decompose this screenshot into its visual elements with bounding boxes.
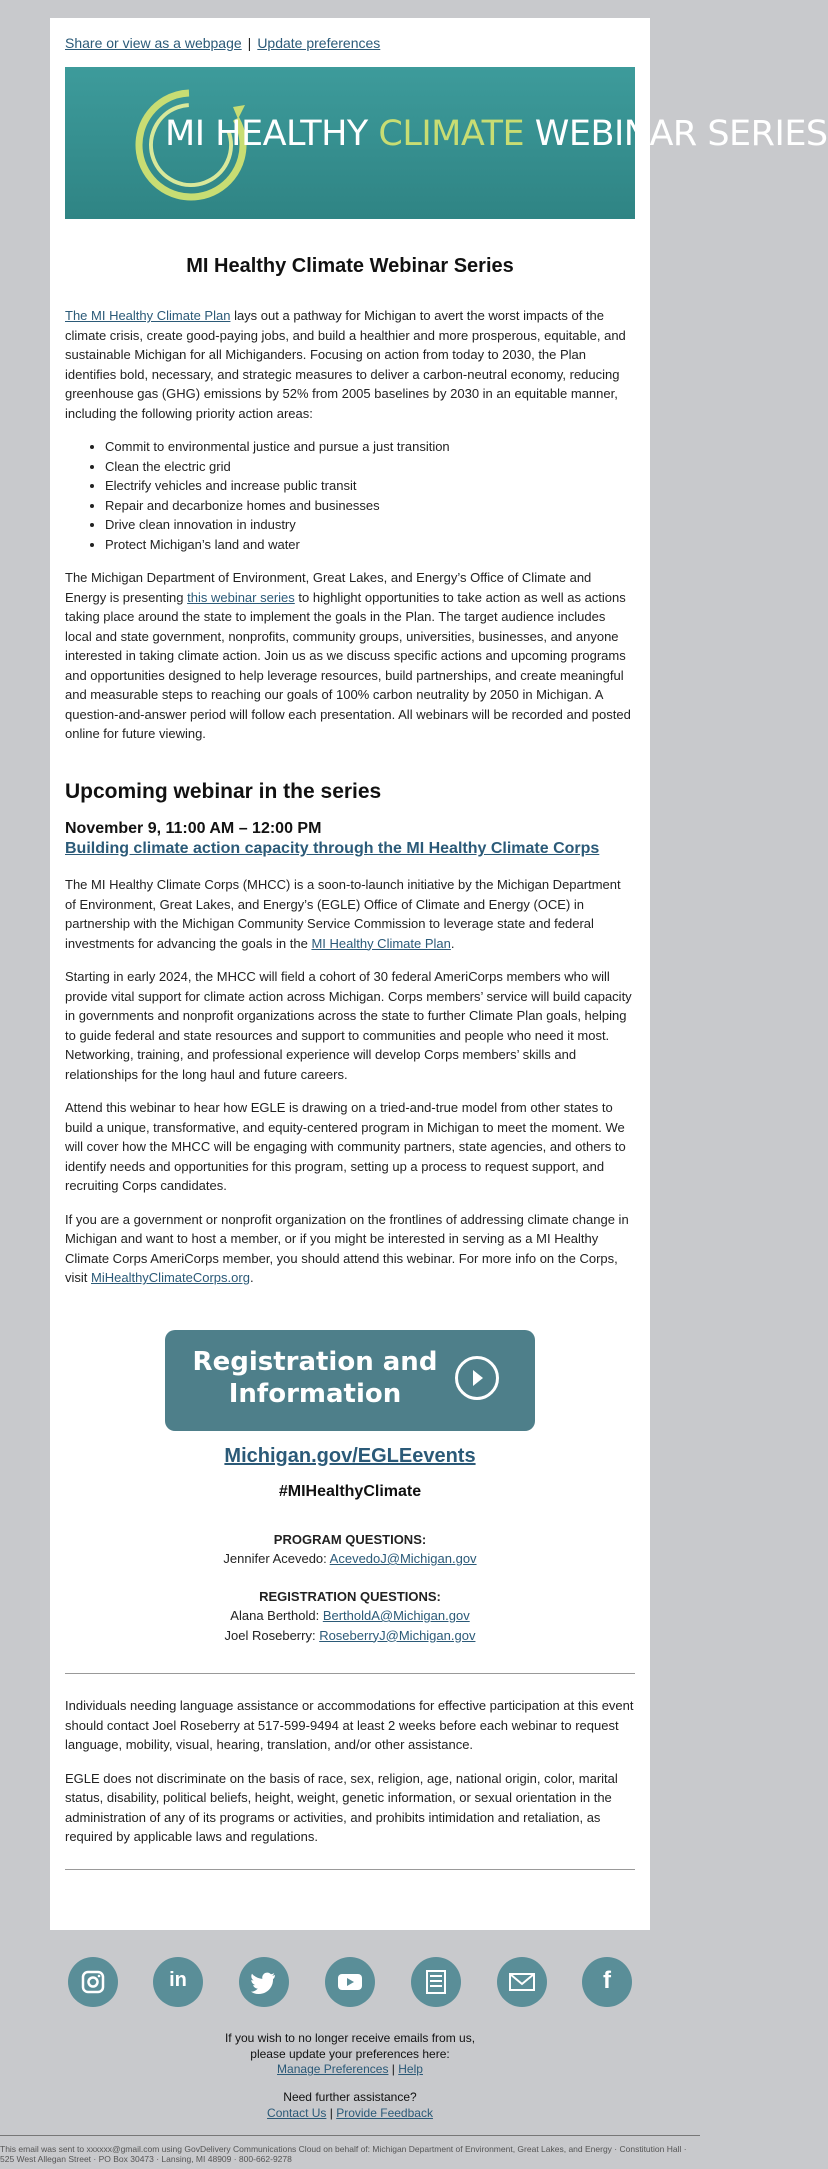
arrow-right-icon — [455, 1356, 499, 1400]
registration-questions-heading: REGISTRATION QUESTIONS: — [259, 1588, 441, 1604]
registration-button[interactable] — [165, 1330, 535, 1431]
update-preferences-link[interactable]: Update preferences — [257, 35, 381, 51]
series-paragraph: The Michigan Department of Environment, Great Lakes, and Energy’s Office of Climate and Energy is presenting this webinar series to highlight opportunities to take action as well as actions taking place around the state to implement the goals in the Plan. The target audience includes local and state government, nonprofits, community groups, universities, businesses, and anyone interested in taking climate action. Join us as we discuss specific actions and upcoming programs and opportunities designed to help leverage resources, build partnerships, and create meaningful and measurable steps to reaching our goals of 100% carbon neutrality by 2050 in Michigan. A question-and-answer period will follow each presentation. All webinars will be recorded and posted online for future viewing. — [65, 570, 631, 741]
climate-plan-link-2[interactable]: MI Healthy Climate Plan — [311, 935, 451, 951]
social-icons — [0, 1957, 700, 2017]
youtube-icon[interactable] — [325, 1957, 375, 2007]
feedback-link[interactable]: Provide Feedback — [336, 2105, 433, 2120]
list-item: • Commit to environmental justice and pursue a just transition — [105, 437, 635, 457]
upcoming-heading: Upcoming webinar in the series — [65, 779, 382, 803]
page-title: MI Healthy Climate Webinar Series — [186, 254, 514, 277]
webinar-series-link[interactable]: this webinar series — [187, 589, 295, 605]
manage-preferences-link[interactable]: Manage Preferences — [277, 2062, 389, 2076]
hashtag: #MIHealthyClimate — [278, 1483, 422, 1500]
unsubscribe-text: If you wish to no longer receive emails from us, please update your preferences here: Manage Preferences | Help — [224, 2031, 476, 2076]
registration-contact-2: Joel Roseberry: RoseberryJ@Michigan.gov — [224, 1627, 476, 1643]
facebook-icon[interactable]: f — [582, 1957, 632, 2007]
contact-us-link[interactable]: Contact Us — [267, 2105, 327, 2120]
mhcc-paragraph-4: If you are a government or nonprofit organization on the frontlines of addressing climate change in Michigan and want to host a member, or if you might be interested in serving as a MI Healthy Climate Corps AmeriCorps member, you should attend this webinar. For more info on the Corps, visit MiHealthyClimateCorps.org. — [65, 1211, 629, 1285]
registration-button-label: Registration and Information — [192, 1346, 438, 1409]
climate-plan-link[interactable]: The MI Healthy Climate Plan — [65, 308, 231, 323]
assistance-text: Need further assistance? Contact Us | Provide Feedback — [267, 2090, 433, 2120]
linkedin-icon[interactable]: in — [153, 1957, 203, 2007]
banner-title: MI HEALTHY CLIMATE WEBINAR SERIES — [165, 113, 828, 154]
corps-website-link[interactable]: MiHealthyClimateCorps.org — [91, 1270, 250, 1285]
top-links — [65, 34, 635, 54]
help-link[interactable]: Help — [398, 2062, 423, 2076]
program-email-link[interactable]: AcevedoJ@Michigan.gov — [329, 1551, 477, 1566]
program-contact: Jennifer Acevedo: AcevedoJ@Michigan.gov — [223, 1551, 477, 1566]
list-item: • Electrify vehicles and increase public transit — [105, 476, 635, 496]
instagram-icon[interactable] — [68, 1957, 118, 2007]
nondiscrimination-paragraph: EGLE does not discriminate on the basis of race, sex, religion, age, national origin, color, marital status, disability, political beliefs, height, weight, genetic information, or sexual orientation in the administration of any of its programs or activities, and prohibits intimidation and retaliation, as required by applicable laws and regulations. — [65, 1770, 618, 1844]
list-item: • Clean the electric grid — [105, 457, 635, 477]
list-item: • Protect Michigan’s land and water — [105, 535, 635, 555]
list-item: • Drive clean innovation in industry — [105, 515, 635, 535]
share-link[interactable]: Share or view as a webpage — [65, 35, 242, 51]
mhcc-paragraph-1: The MI Healthy Climate Corps (MHCC) is a soon-to-launch initiative by the Michigan Department of Environment, Great Lakes, and Energy’s (EGLE) Office of Climate and Energy (OCE) in partnership with the Michigan Community Service Commission to leverage state and federal investments for advancing the goals in the MI Healthy Climate Plan. — [65, 877, 621, 951]
list-item: • Repair and decarbonize homes and businesses — [105, 496, 635, 516]
header-banner — [65, 67, 828, 219]
mhcc-paragraph-2: Starting in early 2024, the MHCC will field a cohort of 30 federal AmeriCorps members who will provide vital support for climate action across Michigan. Corps members’ service will build capacity in governments and nonprofit organizations across the state to further Climate Plan goals, helping to guide federal and state resources and support to communities and people who need it most. Networking, training, and professional experience will develop Corps members’ skills and relationships for the long haul and future careers. — [65, 969, 632, 1082]
roseberry-email-link[interactable]: RoseberryJ@Michigan.gov — [319, 1627, 476, 1643]
events-link[interactable]: Michigan.gov/EGLEevents — [224, 1444, 476, 1467]
mhcc-paragraph-3: Attend this webinar to hear how EGLE is drawing on a tried-and-true model from other states to build a unique, transformative, and equity-centered program in Michigan to meet the moment. We will cover how the MHCC will be engaging with community partners, state agencies, and others to identify needs and opportunities for this program, setting up a process to request support, and recruiting Corps candidates. — [65, 1100, 626, 1193]
email-icon[interactable] — [497, 1957, 547, 2007]
email-card — [50, 18, 828, 1930]
berthold-email-link[interactable]: BertholdA@Michigan.gov — [322, 1608, 470, 1623]
registration-contact-1: Alana Berthold: BertholdA@Michigan.gov — [230, 1608, 470, 1623]
intro-paragraph: The MI Healthy Climate Plan lays out a pathway for Michigan to avert the worst impacts of the climate crisis, create good-paying jobs, and build a healthier and more prosperous, equitable, and sustainable Michigan for all Michiganders. Focusing on action from today to 2030, the Plan identifies bold, necessary, and strategic measures to deliver a carbon-neutral economy, reducing greenhouse gas (GHG) emissions by 52% from 2005 baselines by 2030 in an equitable manner, including the following priority action areas: — [65, 308, 626, 421]
twitter-icon[interactable] — [239, 1957, 289, 2007]
accessibility-paragraph: Individuals needing language assistance or accommodations for effective participation at this event should contact Joel Roseberry at 517-599-9494 at least 2 weeks before each webinar to request language, mobility, visual, hearing, translation, and/or other assistance. — [65, 1698, 634, 1752]
separator: | — [247, 35, 252, 51]
newsletter-icon[interactable] — [411, 1957, 461, 2007]
priority-list — [65, 437, 635, 554]
divider — [65, 1869, 635, 1870]
webinar-title-link[interactable]: Building climate action capacity through the MI Healthy Climate Corps — [65, 840, 600, 857]
webinar-date: November 9, 11:00 AM – 12:00 PM — [65, 820, 322, 837]
legal-footer: This email was sent to xxxxxx@gmail.com using GovDelivery Communications Cloud on behalf of: Michigan Department of Environment, Great Lakes, and Energy · Constitution Hall · 525 West Allegan Street · PO Box 30473 · Lansing, MI 48909 · 800-662-9278 — [0, 2144, 687, 2164]
program-questions-heading: PROGRAM QUESTIONS: — [273, 1531, 427, 1547]
divider — [0, 2135, 700, 2136]
divider — [65, 1673, 635, 1674]
